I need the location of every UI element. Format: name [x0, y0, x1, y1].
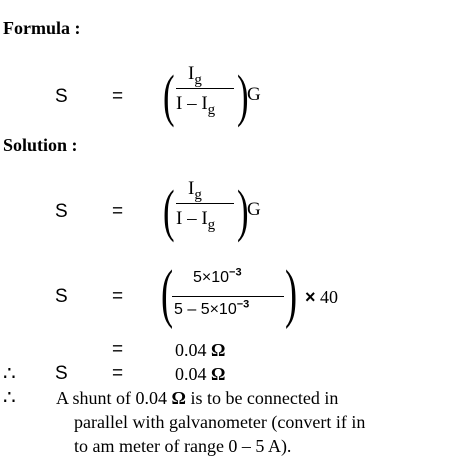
step3-result [175, 339, 225, 361]
step1-lhs: S [55, 201, 68, 222]
conclusion-line1-pre: A shunt of 0.04 [56, 388, 168, 408]
fraction-bar [176, 88, 234, 89]
fraction-bar [176, 203, 234, 204]
step1-numerator [188, 178, 202, 203]
step2-lhs: S [55, 286, 68, 307]
denominator-exponent: −3 [236, 298, 250, 311]
conclusion-line-1 [56, 387, 448, 409]
step3-equals: = [112, 339, 124, 360]
numerator-base: I [188, 63, 195, 84]
numerator-exponent: −3 [229, 266, 242, 279]
open-paren: ( [161, 257, 174, 330]
open-paren: ( [163, 63, 175, 128]
conclusion-line1-post: is to be connected in [190, 388, 339, 408]
denominator-sub: g [207, 216, 216, 233]
formula-heading: Formula : [3, 18, 81, 38]
open-paren: ( [163, 178, 175, 243]
denominator-sub: g [207, 101, 216, 118]
step2-multiplier: × 40 [305, 287, 339, 307]
numerator-sub: g [194, 71, 202, 88]
formula-numerator [188, 63, 202, 88]
ohm-symbol: Ω [211, 340, 226, 360]
therefore-symbol: ∴ [3, 387, 16, 409]
step2-numerator [193, 266, 242, 287]
numerator-sub: g [194, 186, 202, 203]
solution-heading: Solution : [3, 135, 78, 155]
step3-value: 0.04 [175, 340, 207, 360]
step1-denominator [176, 208, 216, 233]
ohm-symbol: Ω [211, 364, 226, 384]
numerator-base: I [188, 178, 195, 199]
step1-equals: = [112, 201, 124, 222]
step4-value: 0.04 [175, 364, 207, 384]
conclusion-line-2: parallel with galvanometer (convert if in [74, 412, 366, 432]
step1-multiplier: G [247, 199, 261, 220]
denominator-pre: I – I [176, 208, 208, 229]
step4-result [175, 363, 225, 385]
step2-denominator [174, 298, 250, 319]
formula-equals: = [112, 86, 124, 107]
formula-multiplier: G [247, 84, 261, 105]
step4-equals: = [112, 363, 124, 384]
denominator-main: 5 – 5×10 [174, 301, 237, 318]
close-paren: ) [237, 63, 249, 128]
close-paren: ) [237, 178, 249, 243]
formula-denominator [176, 93, 216, 118]
close-paren: ) [285, 257, 298, 330]
fraction-bar [172, 296, 284, 297]
therefore-symbol: ∴ [3, 363, 16, 385]
denominator-pre: I – I [176, 93, 208, 114]
step4-lhs: S [55, 363, 68, 384]
formula-lhs: S [55, 86, 68, 107]
conclusion-line-3: to am meter of range 0 – 5 A). [74, 436, 292, 456]
step2-equals: = [112, 286, 124, 307]
ohm-symbol: Ω [171, 388, 186, 408]
numerator-main: 5×10 [193, 269, 230, 286]
